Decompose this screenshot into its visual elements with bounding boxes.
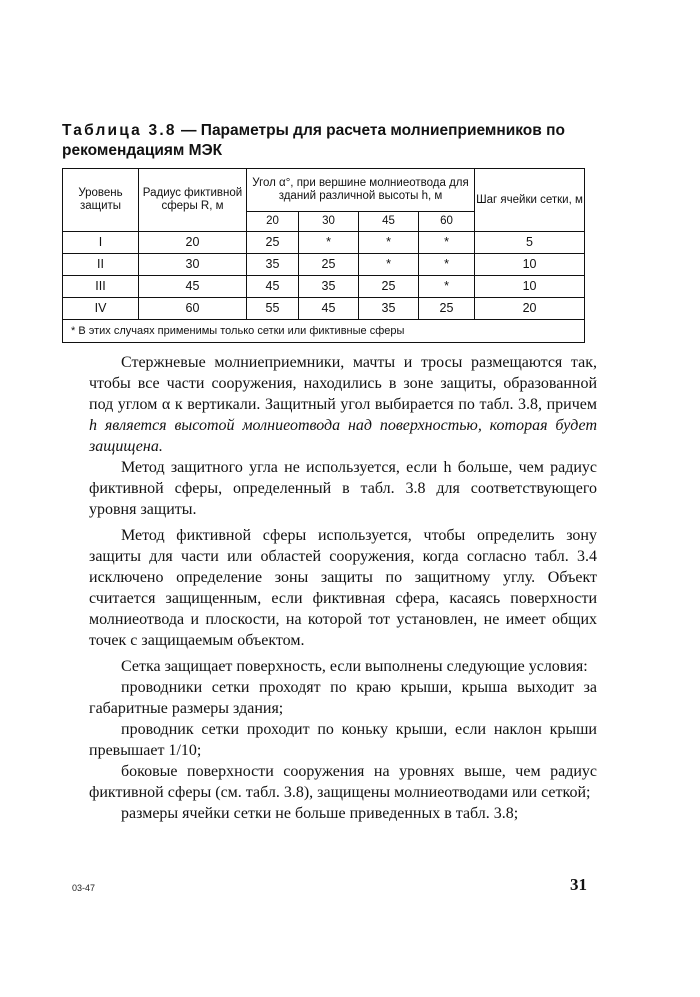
table-row [63,232,585,254]
paragraph-sphere-method: Метод фиктивной сферы используется, чтобы определить зону защиты для части или областей сооружения, когда согласно табл. 3.4 исключено определение зоны защиты по защитному углу. Объект считается защищенным, если фиктивная сфера, касаясь поверхности молниеотвода и плоскости, на которой тот установлен, не имеет общих точек с защищаемым объектом. [89,527,597,649]
cell-radius: 45 [139,276,247,298]
cell-mesh: 5 [475,232,585,254]
mesh-condition-3: боковые поверхности сооружения на уровнях выше, чем радиус фиктивной сферы (см. табл. 3.8), защищены молниеотводами или сеткой; [89,763,597,801]
parameters-table-wrapper [62,168,582,343]
header-height-30: 30 [299,212,359,232]
cell-angle-45: * [359,254,419,276]
cell-angle-30: 35 [299,276,359,298]
header-sphere-radius: Радиус фиктивной сферы R, м [139,169,247,232]
mesh-condition-2: проводник сетки проходит по коньку крыши, если наклон крыши превышает 1/10; [89,721,597,759]
table-footnote: * В этих случаях применимы только сетки или фиктивные сферы [63,320,585,343]
cell-angle-45: 35 [359,298,419,320]
cell-angle-20: 45 [247,276,299,298]
cell-level: IV [63,298,139,320]
cell-mesh: 10 [475,276,585,298]
cell-angle-30: 45 [299,298,359,320]
table-row [63,298,585,320]
paragraph-mesh-intro: Сетка защищает поверхность, если выполнены следующие условия: [121,658,588,675]
paragraph-lightning-rods-italic: h является высотой молниеотвода над поверхностью, которая будет защищена. [89,417,597,455]
table-caption-title: Параметры для расчета молниеприемников по рекомендациям МЭК [62,122,565,159]
cell-angle-20: 55 [247,298,299,320]
cell-angle-60: 25 [419,298,475,320]
cell-angle-45: 25 [359,276,419,298]
table-caption-label: Таблица 3.8 [62,122,177,139]
cell-angle-60: * [419,254,475,276]
table-caption-dash: — [176,122,201,139]
mesh-condition-4: размеры ячейки сетки не больше приведенных в табл. 3.8; [121,805,519,822]
header-protection-level: Уровень защиты [63,169,139,232]
body-text [89,352,597,824]
cell-mesh: 10 [475,254,585,276]
header-mesh-step: Шаг ячейки сетки, м [475,169,585,232]
cell-level: III [63,276,139,298]
table-header-row [63,169,585,212]
paragraph-lightning-rods [89,352,597,457]
header-height-60: 60 [419,212,475,232]
cell-radius: 60 [139,298,247,320]
cell-angle-60: * [419,276,475,298]
table-caption [62,121,622,161]
folio-code: 03-47 [72,883,96,893]
header-height-20: 20 [247,212,299,232]
cell-angle-60: * [419,232,475,254]
cell-level: II [63,254,139,276]
table-footnote-row [63,320,585,343]
mesh-condition-1: проводники сетки проходят по краю крыши, крыша выходит за габаритные размеры здания; [89,679,597,717]
paragraph-lightning-rods-text: Стержневые молниеприемники, мачты и тросы размещаются так, чтобы все части сооружения, находились в зоне защиты, образованной под углом α к вертикали. Защитный угол выбирается по табл. 3.8, причем [89,354,597,413]
page-number: 31 [570,875,587,894]
header-angle: Угол α°, при вершине молниеотвода для зданий различной высоты h, м [247,169,475,212]
paragraph-angle-method: Метод защитного угла не используется, если h больше, чем радиус фиктивной сферы, определенный в табл. 3.8 для соответствующего уровня защиты. [89,459,597,518]
table-row [63,254,585,276]
cell-angle-20: 25 [247,232,299,254]
cell-radius: 30 [139,254,247,276]
parameters-table [62,168,585,343]
cell-angle-30: * [299,232,359,254]
cell-level: I [63,232,139,254]
table-row [63,276,585,298]
header-height-45: 45 [359,212,419,232]
cell-radius: 20 [139,232,247,254]
cell-mesh: 20 [475,298,585,320]
cell-angle-20: 35 [247,254,299,276]
cell-angle-45: * [359,232,419,254]
cell-angle-30: 25 [299,254,359,276]
